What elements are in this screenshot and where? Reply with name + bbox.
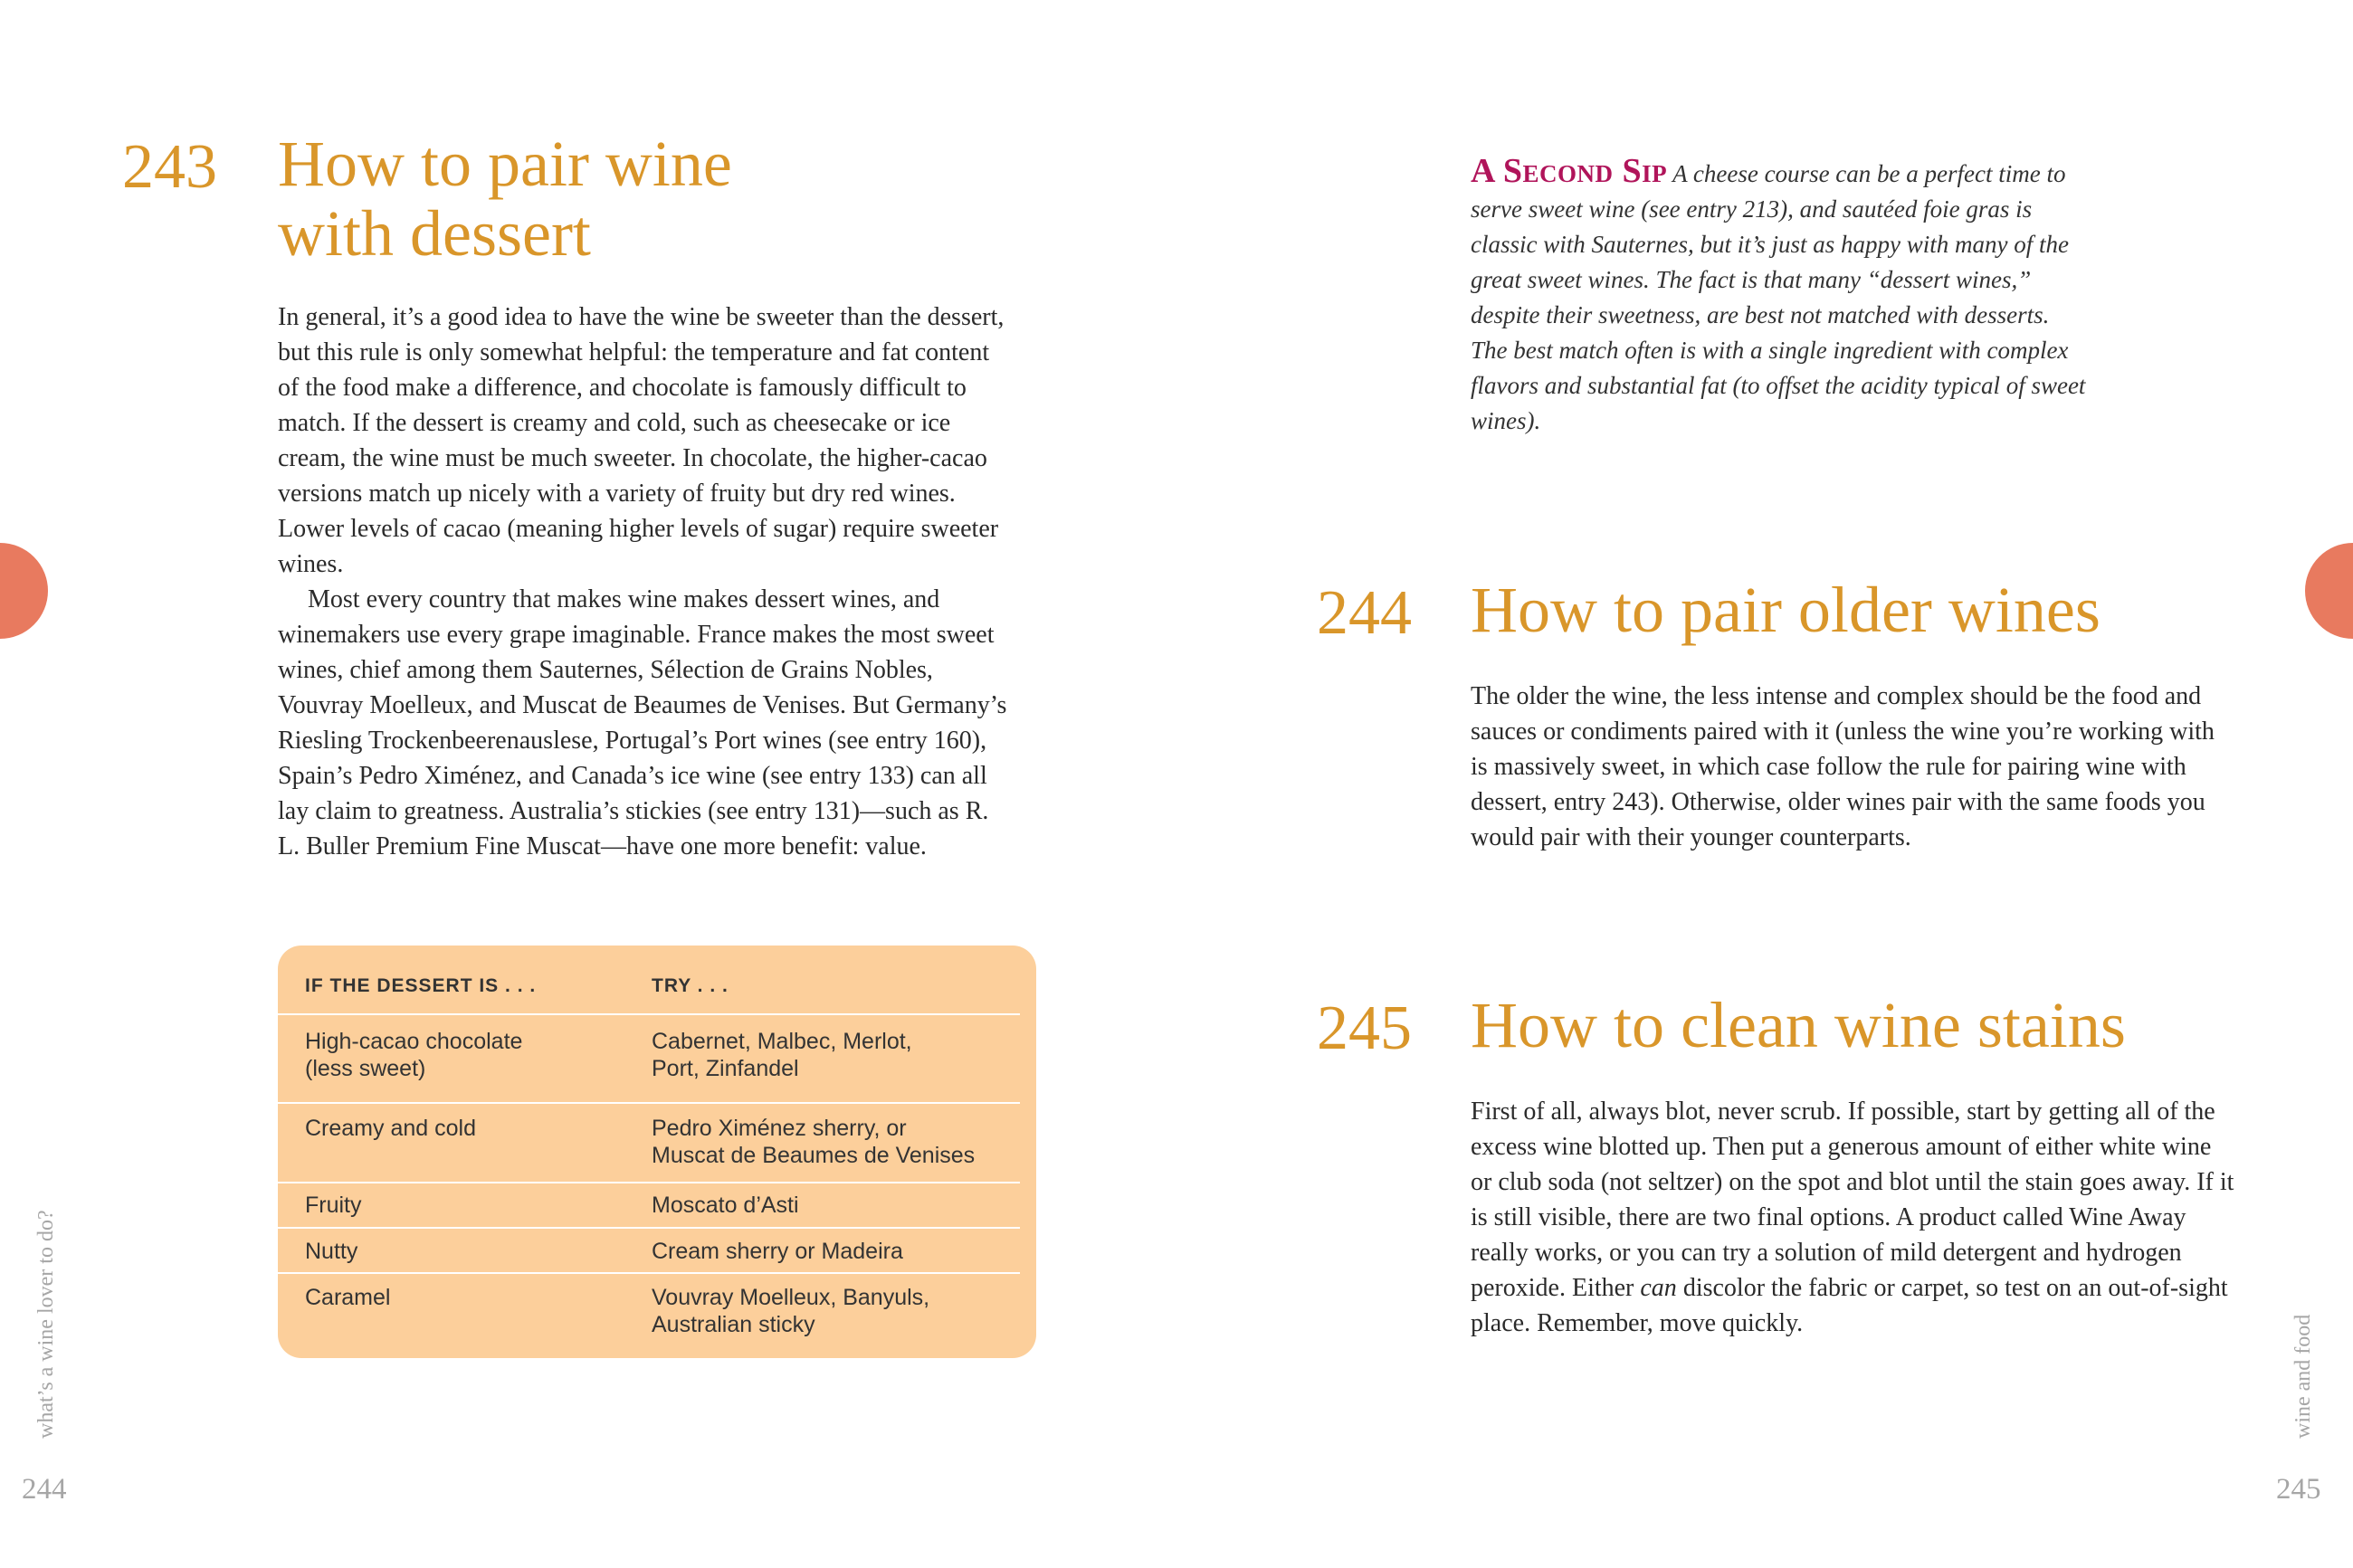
- entry-245-body: [1471, 1094, 2235, 1341]
- entry-245-text-emphasis: can: [1640, 1274, 1677, 1302]
- left-page-running-head: what’s a wine lover to do?: [34, 1210, 58, 1439]
- second-sip-text: A cheese course can be a perfect time to serve sweet wine (see entry 213), and sautéed foie gras is classic with Sauternes, but it’s just as happy with many of the great sweet wines. The fact is that many “dessert wines,” despite their sweetness, are best not matched with desserts. The best match often is with a single ingredient with complex flavors and substantial fat (to offset the acidity typical of sweet wines).: [1471, 160, 2086, 434]
- table-cell-try-line2: Port, Zinfandel: [652, 1056, 799, 1081]
- table-header-row: [278, 973, 1020, 1012]
- table-cell-dessert: Caramel: [305, 1285, 391, 1310]
- table-cell-try-line1: Pedro Ximénez sherry, or: [652, 1116, 907, 1141]
- table-cell-try: [652, 1028, 1014, 1082]
- left-page-tab: [0, 543, 48, 639]
- table-row: [278, 1272, 1020, 1345]
- left-page-number: 244: [22, 1473, 67, 1506]
- table-cell-try-line1: Vouvray Moelleux, Banyuls,: [652, 1285, 930, 1310]
- table-cell-dessert: Nutty: [305, 1239, 358, 1264]
- entry-245-text-after: discolor the fabric or carpet, so test on an out-of-sight place. Remember, move quickly.: [1471, 1274, 2228, 1337]
- table-row: [278, 1227, 1020, 1272]
- second-sip-label: A Second Sip: [1471, 152, 1668, 190]
- table-cell-try-line1: Cabernet, Malbec, Merlot,: [652, 1029, 912, 1054]
- entry-title-243-line1: How to pair wine: [278, 128, 732, 200]
- entry-title-244: How to pair older wines: [1471, 574, 2101, 646]
- entry-number-244: 244: [1317, 578, 1412, 648]
- dessert-pairing-table: [278, 946, 1036, 1358]
- table-cell-dessert-line1: High-cacao chocolate: [305, 1029, 523, 1054]
- entry-243-paragraph-2: Most every country that makes wine makes dessert wines, and winemakers use every grape imaginable. France makes the most sweet wines, chief among them Sauternes, Sélection de Grains Nobles, Vouvray Moelleux, and Muscat de Beaumes de Venises. But Germany’s Riesling Trockenbeerenauslese, Portugal’s Port wines (see entry 160), Spain’s Pedro Ximénez, and Canada’s ice wine (see entry 133) can all lay claim to greatness. Australia’s stickies (see entry 131)—such as R. L. Buller Premium Fine Muscat—have one more benefit: value.: [278, 585, 1007, 860]
- entry-number-245: 245: [1317, 993, 1412, 1063]
- right-page-tab: [2305, 543, 2353, 639]
- table-cell-try: Cream sherry or Madeira: [652, 1239, 903, 1264]
- right-page-number: 245: [2276, 1473, 2321, 1506]
- table-row: [278, 1182, 1020, 1227]
- entry-243-body: [278, 299, 1013, 864]
- table-cell-try: [652, 1115, 1014, 1169]
- entry-title-243-line2: with dessert: [278, 197, 591, 270]
- table-header-dessert: IF THE DESSERT IS . . .: [305, 975, 537, 996]
- right-page-running-head: wine and food: [2291, 1314, 2315, 1439]
- entry-title-245: How to clean wine stains: [1471, 989, 2126, 1061]
- table-cell-try: Moscato d’Asti: [652, 1193, 799, 1218]
- table-cell-dessert: [305, 1115, 631, 1142]
- table-cell-try-line2: Australian sticky: [652, 1312, 815, 1337]
- table-row: [278, 1013, 1020, 1095]
- table-cell-dessert-line1: Creamy and cold: [305, 1116, 476, 1141]
- table-cell-dessert: Fruity: [305, 1193, 362, 1218]
- table-cell-dessert: [305, 1028, 631, 1082]
- table-header-try: TRY . . .: [652, 975, 729, 996]
- second-sip-sidebar: [1471, 154, 2086, 439]
- entry-245-text-before: First of all, always blot, never scrub. If possible, start by getting all of the excess wine blotted up. Then put a generous amount of either white wine or club soda (not seltzer) on the spot and blot until the stain goes away. If it is still visible, there are two final options. A product called Wine Away really works, or you can try a solution of mild detergent and hydrogen peroxide. Either: [1471, 1098, 2234, 1302]
- table-cell-dessert-line2: (less sweet): [305, 1056, 426, 1081]
- entry-244-body: The older the wine, the less intense and complex should be the food and sauces or condiments paired with it (unless the wine you’re working with is massively sweet, in which case follow the rule for pairing wine with dessert, entry 243). Otherwise, older wines pair with the same foods you would pair with their younger counterparts.: [1471, 682, 2215, 851]
- table-row: [278, 1102, 1020, 1182]
- entry-243-paragraph-1: In general, it’s a good idea to have the wine be sweeter than the dessert, but this rule is only somewhat helpful: the temperature and fat content of the food make a difference, and chocolate is famously difficult to match. If the dessert is creamy and cold, such as cheesecake or ice cream, the wine must be much sweeter. In chocolate, the higher-cacao versions match up nicely with a variety of fruity but dry red wines. Lower levels of cacao (meaning higher levels of sugar) require sweeter wines.: [278, 303, 1005, 578]
- table-cell-try: [652, 1284, 1014, 1338]
- entry-title-243: [278, 129, 1002, 269]
- table-cell-try-line2: Muscat de Beaumes de Venises: [652, 1143, 976, 1168]
- entry-number-243: 243: [122, 132, 217, 202]
